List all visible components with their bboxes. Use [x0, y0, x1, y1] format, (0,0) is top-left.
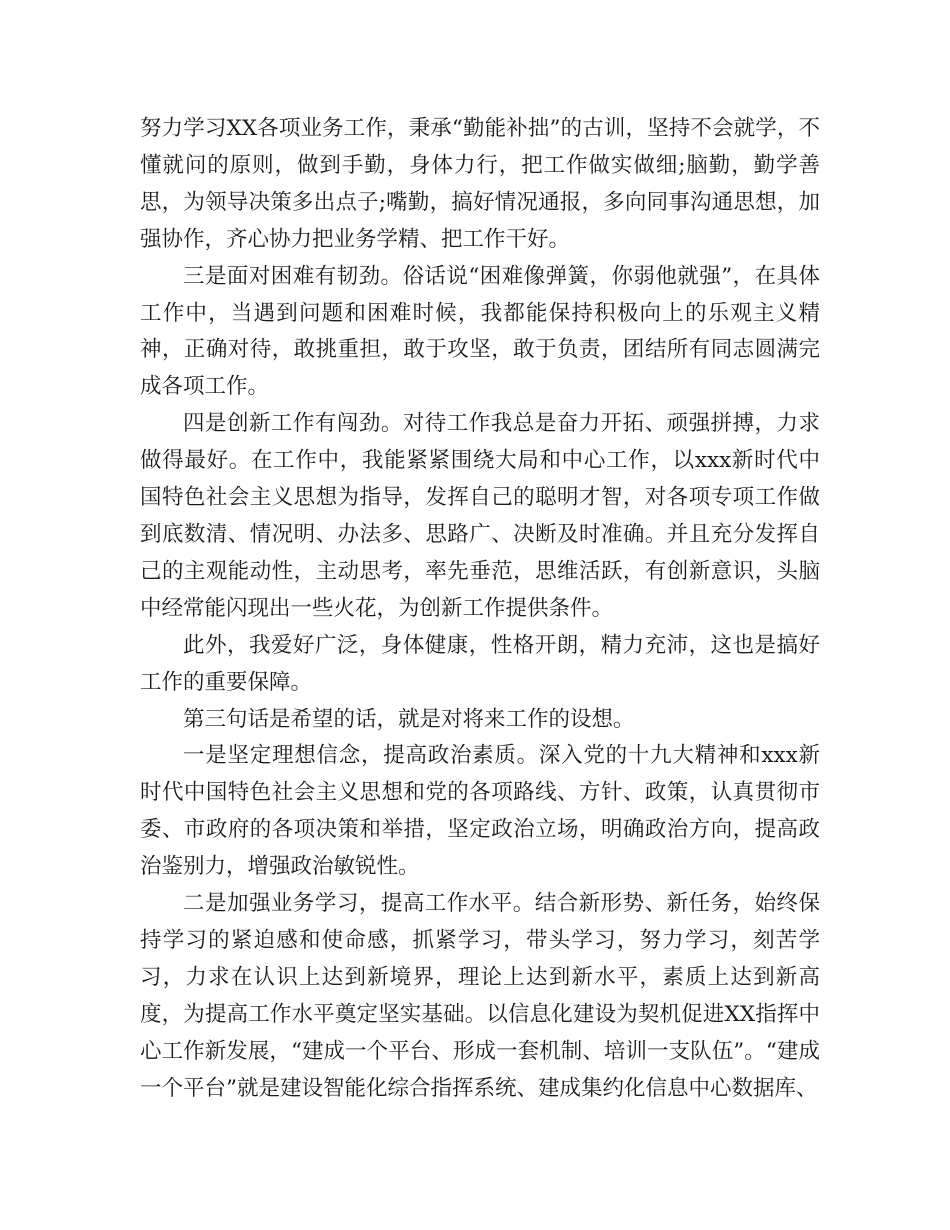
paragraph-business-study: 二是加强业务学习，提高工作水平。结合新形势、新任务，始终保持学习的紧迫感和使命感，抓紧学习，带头学习，努力学习，刻苦学习，力求在认识上达到新境界，理论上达到新水平，素质上达到新高度，为提高工作水平奠定坚实基础。以信息化建设为契机促进XX指挥中心工作新发展，“建成一个平台、形成一套机制、培训一支队伍”。“建成一个平台”就是建设智能化综合指挥系统、建成集约化信息中心数据库、: [140, 891, 820, 1101]
paragraph-hobbies: 此外，我爱好广泛，身体健康，性格开朗，精力充沛，这也是搞好工作的重要保障。: [140, 632, 820, 695]
paragraph-facing-difficulties: 三是面对困难有韧劲。俗话说“困难像弹簧，你弱他就强”，在具体工作中，当遇到问题和困难时候，我都能保持积极向上的乐观主义精神，正确对待，敢挑重担，敢于攻坚，敢于负责，团结所有同志圆满完成各项工作。: [140, 263, 820, 400]
paragraph-continued: 努力学习XX各项业务工作，秉承“勤能补拙”的古训，坚持不会就学，不懂就问的原则，做到手勤，身体力行，把工作做实做细;脑勤，勤学善思，为领导决策多出点子;嘴勤，搞好情况通报，多向同事沟通思想，加强协作，齐心协力把业务学精、把工作干好。: [140, 116, 820, 252]
paragraph-third-point-heading: 第三句话是希望的话，就是对将来工作的设想。: [183, 706, 635, 732]
paragraph-innovation: 四是创新工作有闯劲。对待工作我总是奋力开拓、顽强拼搏，力求做得最好。在工作中，我能紧紧围绕大局和中心工作，以xxx新时代中国特色社会主义思想为指导，发挥自己的聪明才智，对各项专项工作做到底数清、情况明、办法多、思路广、决断及时准确。并且充分发挥自己的主观能动性，主动思考，率先垂范，思维活跃，有创新意识，头脑中经常能闪现出一些火花，为创新工作提供条件。: [140, 411, 820, 621]
document-body: [140, 111, 820, 1107]
paragraph-ideals-beliefs: 一是坚定理想信念，提高政治素质。深入党的十九大精神和xxx新时代中国特色社会主义思想和党的各项路线、方针、政策，认真贯彻市委、市政府的各项决策和举措，坚定政治立场，明确政治方向，提高政治鉴别力，增强政治敏锐性。: [140, 743, 820, 880]
